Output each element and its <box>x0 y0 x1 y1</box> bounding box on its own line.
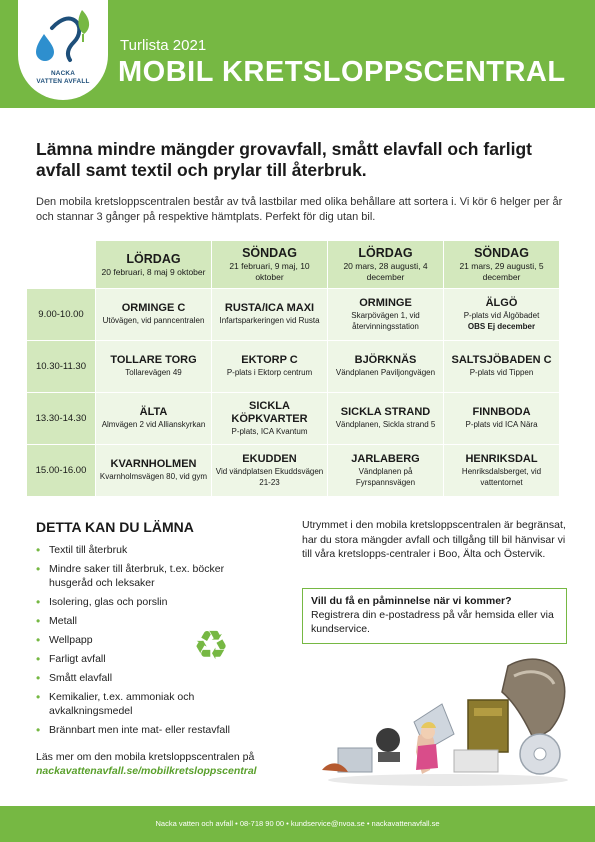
page-subtitle: Turlista 2021 <box>120 37 207 54</box>
stop-detail: Vid vändplatsen Ekuddsvägen 21-23 <box>215 467 324 487</box>
list-item: • Metall <box>36 614 266 628</box>
schedule-row <box>27 289 560 341</box>
schedule-column-header <box>96 241 212 289</box>
reminder-box <box>302 588 567 644</box>
list-item: • Mindre saker till återbruk, t.ex. böcker husgeråd och leksaker <box>36 562 266 590</box>
stop-name: TOLLARE TORG <box>110 354 197 367</box>
footer: Nacka vatten och avfall • 08-718 90 00 • kundservice@nvoa.se • nackavattenavfall.se <box>0 806 595 842</box>
stop-note: OBS Ej december <box>467 321 536 331</box>
stop-detail: P-plats vid Tippen <box>469 368 534 378</box>
schedule-row <box>27 341 560 393</box>
stop-detail: P-plats vid Älgöbadet <box>463 311 540 320</box>
stop-detail: Kvarnholmsvägen 80, vid gym <box>99 472 208 482</box>
list-item: • Isolering, glas och porslin <box>36 595 266 609</box>
stop-cell <box>444 445 560 497</box>
recycle-icon: ♻ <box>193 624 229 668</box>
schedule-corner <box>27 241 96 289</box>
stop-name: HENRIKSDAL <box>465 453 538 465</box>
waste-items-photo <box>318 652 568 787</box>
stop-cell <box>328 341 444 393</box>
stop-detail: Almvägen 2 vid Allianskyrkan <box>101 420 206 430</box>
read-more-text: Läs mer om den mobila kretsloppscentralen på <box>36 751 255 763</box>
stop-cell <box>212 445 328 497</box>
schedule-header-row <box>27 241 560 289</box>
stop-detail: P-plats vid ICA Nära <box>465 420 538 430</box>
stop-detail: Infartsparkeringen vid Rusta <box>219 316 320 326</box>
stop-name: SICKLA KÖPKVARTER <box>231 399 308 425</box>
day-label: SÖNDAG <box>242 246 297 260</box>
stop-name: SALTSJÖBADEN C <box>451 354 552 367</box>
schedule-row <box>27 445 560 497</box>
list-item: • Farligt avfall <box>36 652 266 666</box>
stop-detail: Vändplanen, Sickla strand 5 <box>335 420 436 430</box>
dates-label: 21 februari, 9 maj, 10 oktober <box>229 261 310 282</box>
schedule-column-header <box>212 241 328 289</box>
stop-cell <box>96 393 212 445</box>
capacity-note: Utrymmet i den mobila kretsloppscentralen är begränsat, har du stora mängder avfall och tillgång till bil hänvisar vi till våra kretslopps-centraler i Boo, Älta och Östervik. <box>302 519 566 560</box>
stop-name: BJÖRKNÄS <box>354 354 417 367</box>
list-item: • Smått elavfall <box>36 671 266 685</box>
list-item: • Kemikalier, t.ex. ammoniak och avkalkningsmedel <box>36 690 266 718</box>
stop-name: ORMINGE <box>359 297 412 309</box>
schedule-row <box>27 393 560 445</box>
accept-heading: DETTA KAN DU LÄMNA <box>36 519 194 535</box>
stop-name: ÄLTA <box>139 406 168 419</box>
stop-cell <box>96 289 212 341</box>
stop-cell <box>96 341 212 393</box>
stop-cell <box>444 393 560 445</box>
dates-label: 20 februari, 8 maj 9 oktober <box>101 266 206 277</box>
stop-detail: Henriksdalsberget, vid vattentornet <box>461 467 542 487</box>
page-title: MOBIL KRETSLOPPSCENTRAL <box>118 56 566 88</box>
stop-cell <box>328 289 444 341</box>
time-slot: 13.30-14.30 <box>27 393 96 445</box>
stop-name: RUSTA/ICA MAXI <box>224 302 315 315</box>
stop-detail: P-plats, ICA Kvantum <box>231 426 308 436</box>
dates-label: 21 mars, 29 augusti, 5 december <box>459 261 544 282</box>
logo-text-nacka: NACKA <box>50 70 76 77</box>
water-drop-leaf-icon <box>30 6 96 68</box>
stop-cell <box>444 341 560 393</box>
stop-cell <box>444 289 560 341</box>
reminder-answer: Registrera din e-postadress på vår hemsida eller via kundservice. <box>311 609 554 635</box>
header-banner <box>0 0 595 108</box>
day-label: LÖRDAG <box>126 251 181 266</box>
list-item: • Brännbart men inte mat- eller restavfall <box>36 723 266 737</box>
stop-detail: P-plats i Ektorp centrum <box>226 368 313 378</box>
time-slot: 10.30-11.30 <box>27 341 96 393</box>
day-label: SÖNDAG <box>474 246 529 260</box>
stop-name: ORMINGE C <box>121 302 186 315</box>
stop-name: EKUDDEN <box>242 453 297 465</box>
time-slot: 15.00-16.00 <box>27 445 96 497</box>
intro-text: Den mobila kretsloppscentralen består av två lastbilar med olika behållare att sortera i. Vi kör 6 helger per år och stannar 3 gånger på respektive hämtplats. Perfekt för dig utan bil. <box>36 196 563 223</box>
stop-detail: Tollarevägen 49 <box>125 368 182 378</box>
stop-name: JARLABERG <box>351 453 420 465</box>
list-item: • Wellpapp <box>36 633 266 647</box>
logo-text-vatten-avfall: VATTEN AVFALL <box>36 78 90 85</box>
stop-cell <box>328 393 444 445</box>
schedule-column-header <box>444 241 560 289</box>
logo <box>18 0 108 100</box>
lead-heading: Lämna mindre mängder grovavfall, smått elavfall och farligt avfall samt textil och prylar till återbruk. <box>36 139 532 180</box>
schedule-table <box>26 240 560 497</box>
time-slot: 9.00-10.00 <box>27 289 96 341</box>
schedule-column-header <box>328 241 444 289</box>
stop-cell <box>328 445 444 497</box>
stop-name: FINNBODA <box>472 406 531 419</box>
stop-detail: Skarpövägen 1, vid återvinningsstation <box>351 311 420 331</box>
stop-name: ÄLGÖ <box>485 297 518 309</box>
stop-cell <box>212 393 328 445</box>
day-label: LÖRDAG <box>358 246 413 260</box>
stop-cell <box>212 289 328 341</box>
website-link[interactable]: nackavattenavfall.se/mobilkretsloppscentral <box>36 765 257 777</box>
stop-detail: Utövägen, vid panncentralen <box>102 316 205 326</box>
dates-label: 20 mars, 28 augusti, 4 december <box>343 261 428 282</box>
stop-name: KVARNHOLMEN <box>110 458 197 471</box>
stop-name: EKTORP C <box>241 354 298 367</box>
stop-name: SICKLA STRAND <box>340 406 431 419</box>
list-item: • Textil till återbruk <box>36 543 266 557</box>
stop-detail: Vändplanen Paviljongvägen <box>335 368 436 378</box>
stop-cell <box>96 445 212 497</box>
stop-cell <box>212 341 328 393</box>
reminder-question: Vill du få en påminnelse när vi kommer? <box>311 595 512 607</box>
stop-detail: Vändplanen på Fyrspannsvägen <box>355 467 416 487</box>
